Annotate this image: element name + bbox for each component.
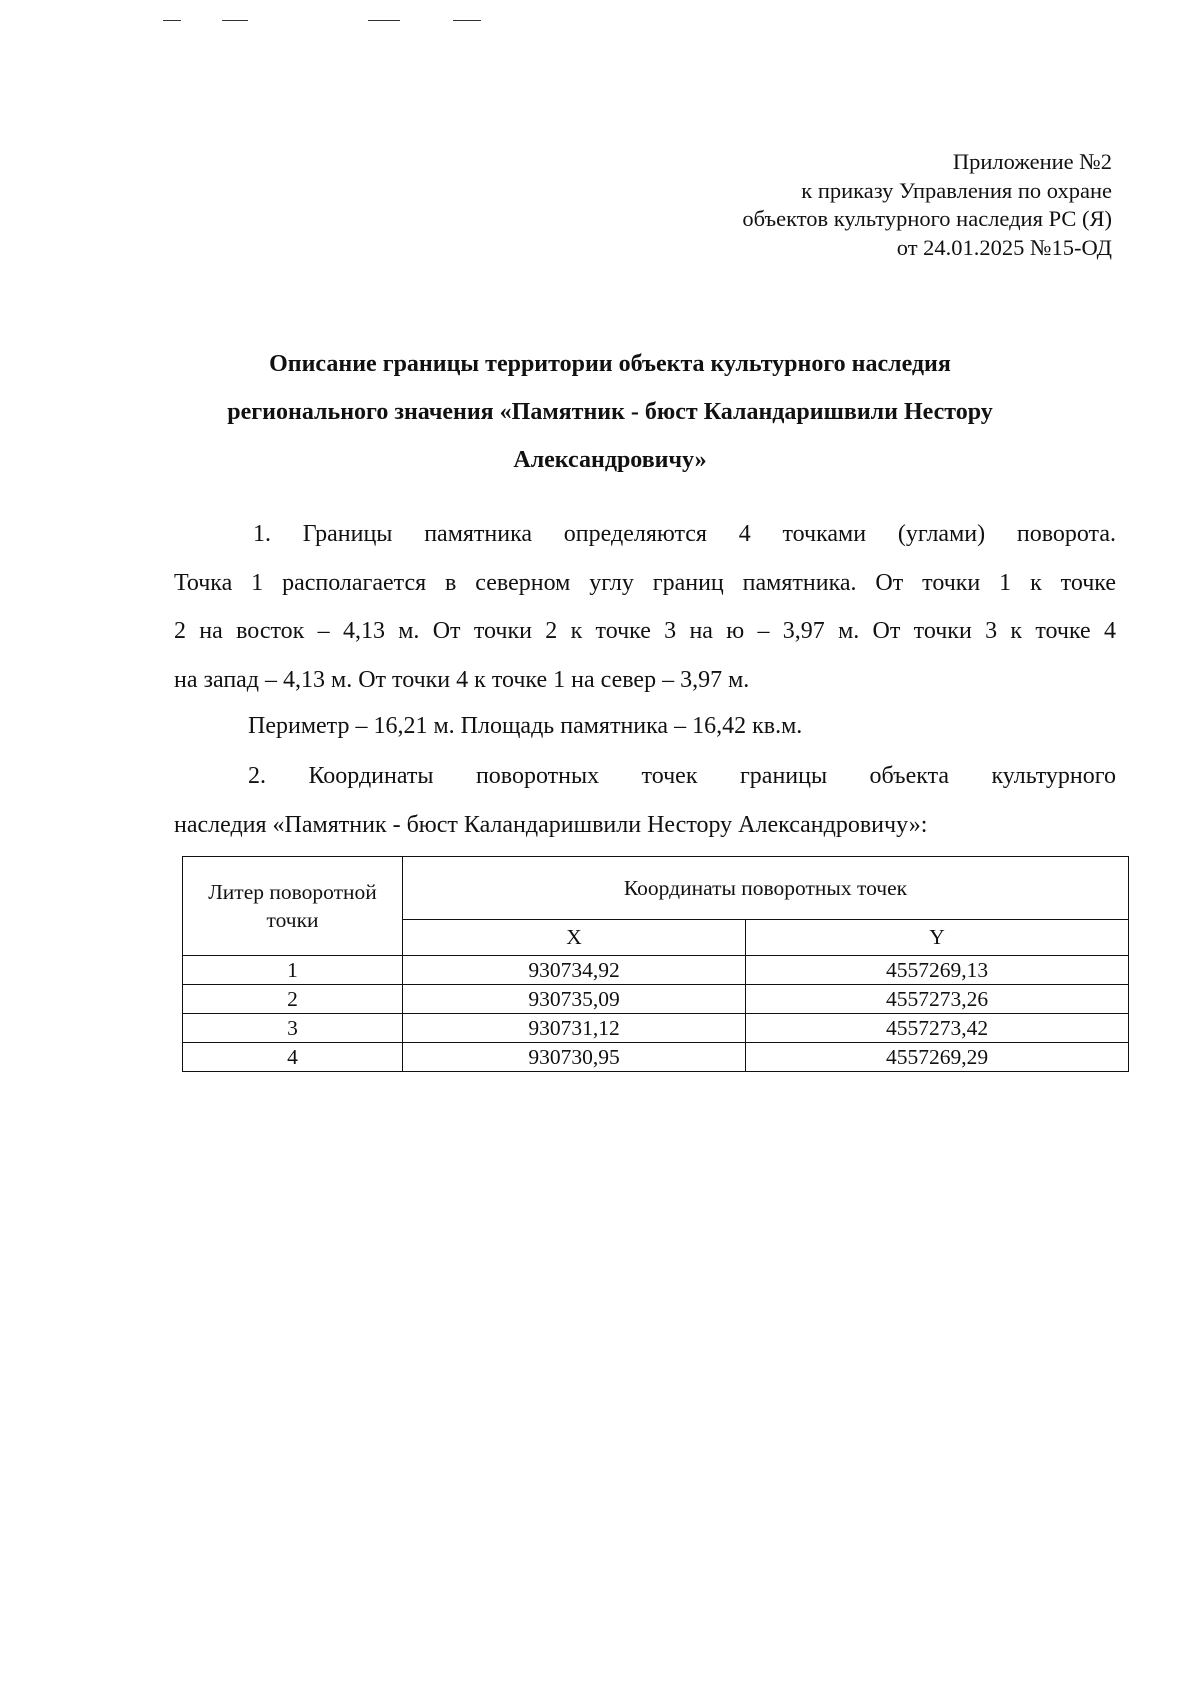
table-row [183, 1014, 1129, 1043]
cell-liter: 1 [183, 956, 403, 985]
header-liter: Литер поворотной точки [183, 857, 403, 956]
document-title [150, 340, 1070, 484]
appendix-organization: объектов культурного наследия РС (Я) [742, 206, 1112, 231]
paragraph-line: 2 на восток – 4,13 м. От точки 2 к точке 3 на ю – 3,97 м. От точки 3 к точке 4 [174, 618, 1116, 644]
title-line: Описание границы территории объекта культурного наследия [269, 351, 951, 377]
coordinates-table [182, 856, 1129, 1072]
header-coordinates: Координаты поворотных точек [403, 857, 1129, 920]
cell-y: 4557273,42 [746, 1014, 1129, 1043]
cell-x: 930731,12 [403, 1014, 746, 1043]
appendix-order-ref: к приказу Управления по охране [801, 177, 1112, 203]
cell-liter: 4 [183, 1043, 403, 1072]
appendix-header [742, 148, 1112, 262]
appendix-number: Приложение №2 [952, 149, 1112, 174]
title-line: Александровичу» [513, 447, 707, 473]
scan-mark [163, 20, 181, 21]
cell-x: 930730,95 [403, 1043, 746, 1072]
scan-mark [222, 20, 248, 21]
cell-liter: 2 [183, 985, 403, 1014]
header-x: X [403, 920, 746, 956]
paragraph-perimeter-area: Периметр – 16,21 м. Площадь памятника – 16,42 кв.м. [248, 713, 803, 739]
table-row [183, 1043, 1129, 1072]
paragraph-coordinates-intro [174, 752, 1116, 849]
table-row [183, 985, 1129, 1014]
cell-liter: 3 [183, 1014, 403, 1043]
paragraph-line: Точка 1 располагается в северном углу границ памятника. От точки 1 к точке [174, 569, 1116, 596]
scan-mark [368, 20, 400, 21]
cell-y: 4557273,26 [746, 985, 1129, 1014]
paragraph-line: на запад – 4,13 м. От точки 4 к точке 1 на север – 3,97 м. [174, 666, 750, 693]
paragraph-line: наследия «Памятник - бюст Каландаришвили Нестору Александровичу»: [174, 811, 928, 838]
paragraph-line: 1. Границы памятника определяются 4 точками (углами) поворота. [253, 521, 1116, 547]
cell-y: 4557269,29 [746, 1043, 1129, 1072]
table-row [183, 956, 1129, 985]
appendix-date: от 24.01.2025 №15-ОД [896, 234, 1112, 260]
cell-x: 930734,92 [403, 956, 746, 985]
scan-artifact-marks [0, 20, 1200, 26]
paragraph-boundary-description [174, 510, 1116, 704]
paragraph-line: 2. Координаты поворотных точек границы объекта культурного [248, 763, 1116, 789]
scan-mark [453, 20, 481, 21]
cell-y: 4557269,13 [746, 956, 1129, 985]
header-y: Y [746, 920, 1129, 956]
cell-x: 930735,09 [403, 985, 746, 1014]
title-line: регионального значения «Памятник - бюст Каландаришвили Нестору [227, 399, 993, 425]
